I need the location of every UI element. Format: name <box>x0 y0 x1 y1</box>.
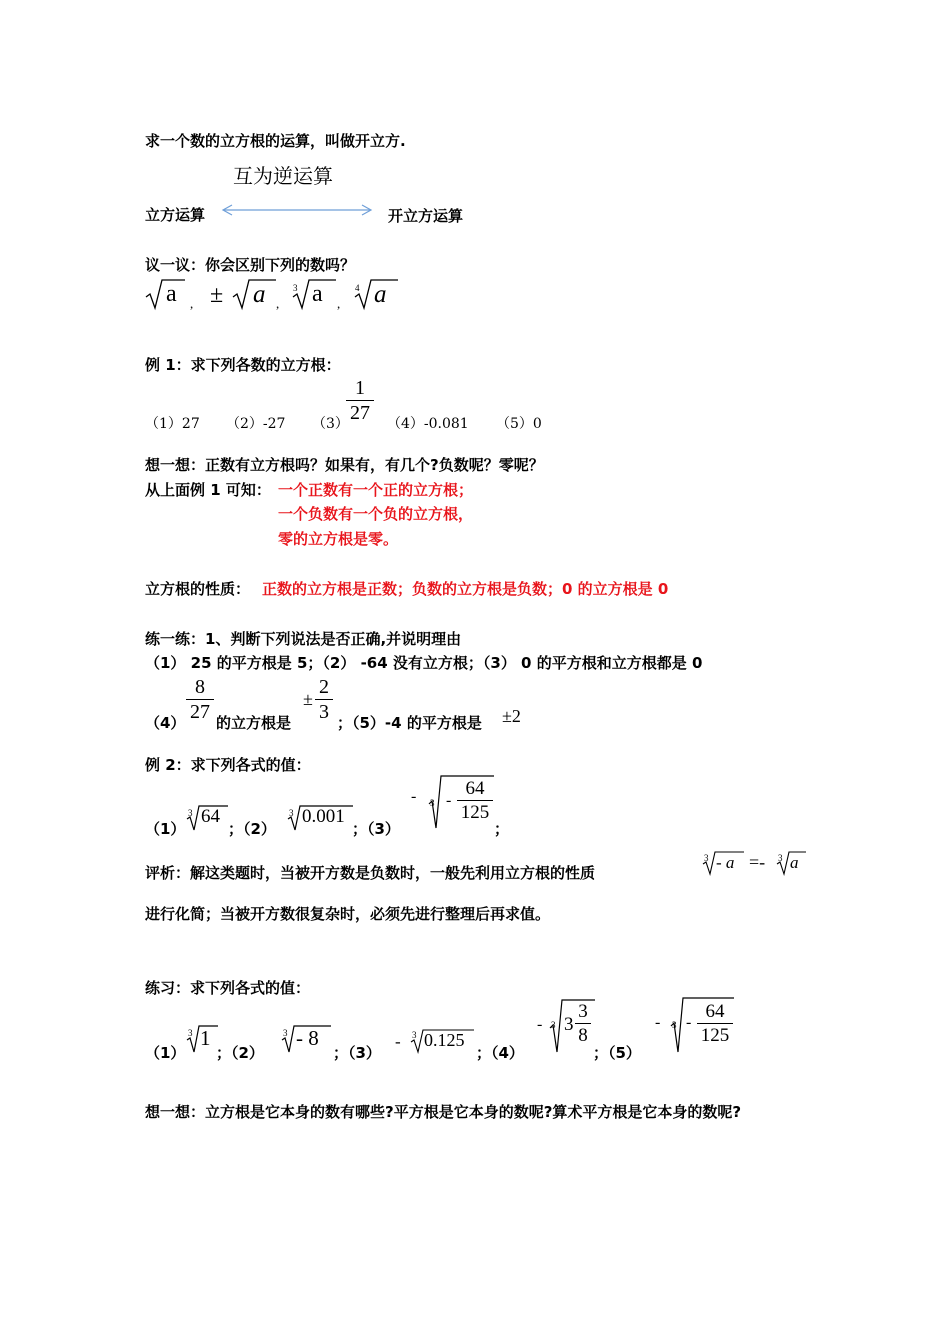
radicand-a-1: a <box>166 281 177 307</box>
ex1-fraction-num: 1 <box>355 377 365 399</box>
inverse-label: 互为逆运算 <box>233 164 333 188</box>
formula-index-left: 3 <box>704 853 709 863</box>
comma-1: , <box>190 296 194 311</box>
fact-positive: 一个正数有一个正的立方根； <box>278 481 474 499</box>
practice1-p5: ；（5）-4 的平方根是 <box>337 714 482 732</box>
fraction-den: 125 <box>700 1025 730 1046</box>
ex2-p2: ；（2） <box>228 820 276 838</box>
think1-text: 想一想：正数有立方根吗？如果有，有几个?负数呢？零呢？ <box>145 456 544 474</box>
ex3-whole: 3 <box>564 1014 574 1035</box>
property-label: 立方根的性质： <box>145 580 251 598</box>
fact-zero: 零的立方根是零。 <box>278 530 399 548</box>
radicand-a-3: a <box>312 281 323 307</box>
ex2-fraction <box>457 779 493 822</box>
ex1-p3: （3） <box>312 416 349 432</box>
ex2-index-3: 3 <box>430 798 435 808</box>
ex3-mixed-fraction <box>575 1002 591 1045</box>
practice1-pm: ± <box>303 689 313 709</box>
discuss-title: 议一议：你会区别下列的数吗？ <box>145 256 356 274</box>
fraction-num: 64 <box>705 1001 725 1022</box>
ex1-title: 例 1：求下列各数的立方根： <box>145 356 341 374</box>
radicand-a-2: a <box>253 281 266 308</box>
comma-3: , <box>337 296 341 311</box>
cube-root-op-label: 开立方运算 <box>388 207 464 225</box>
ex3-neg-3: - <box>395 1032 401 1051</box>
ex1-p4: （4）-0.081 <box>387 416 469 432</box>
formula-index-right: 3 <box>778 853 783 863</box>
fraction-den: 27 <box>190 701 210 723</box>
ex3-index-2: 3 <box>283 1028 288 1038</box>
index-3: 3 <box>293 283 298 293</box>
ex2-index-1: 3 <box>188 808 193 818</box>
plus-minus: ± <box>210 282 224 308</box>
ex3-neg-5: - <box>655 1014 661 1031</box>
practice1-p4: （4） <box>145 714 186 732</box>
comma-2: , <box>276 296 280 311</box>
practice1-pm2: ±2 <box>502 706 521 726</box>
ex3-title: 练习：求下列各式的值： <box>145 979 311 997</box>
ex3-p2: ；（2） <box>216 1044 264 1062</box>
double-arrow-icon <box>220 202 375 218</box>
ex1-p1: （1）27 <box>145 416 200 432</box>
ex1-fraction-den: 27 <box>350 402 370 424</box>
ex2-radicand-2: 0.001 <box>302 806 345 827</box>
ex3-inner-neg-5: - <box>686 1014 692 1031</box>
analysis-line2: 进行化简；当被开方数很复杂时，必须先进行整理后再求值。 <box>145 905 551 923</box>
index-4: 4 <box>355 283 360 293</box>
cube-op-label: 立方运算 <box>145 206 206 224</box>
formula-right: a <box>790 853 799 872</box>
fact-negative: 一个负数有一个负的立方根， <box>278 505 474 523</box>
fraction-num: 8 <box>195 676 205 698</box>
radicand-a-4: a <box>374 281 387 308</box>
ex3-radicand-1: 1 <box>200 1026 211 1050</box>
practice1-title: 练一练：1、判断下列说法是否正确,并说明理由 <box>145 630 462 648</box>
fraction-num: 2 <box>319 676 329 698</box>
fraction-den: 8 <box>578 1025 588 1046</box>
practice1-p4-text: 的立方根是 <box>216 714 292 732</box>
sqrt-sign-1 <box>145 278 185 312</box>
ex3-radicand-3: 0.125 <box>424 1030 465 1050</box>
intro-text: 求一个数的立方根的运算，叫做开立方. <box>145 132 406 150</box>
fraction-den: 125 <box>460 802 490 823</box>
ex1-fraction <box>346 378 374 423</box>
analysis-line1: 评析：解这类题时，当被开方数是负数时，一般先利用立方根的性质 <box>145 864 596 882</box>
fraction-num: 3 <box>578 1001 588 1022</box>
ex3-p4: ；（4） <box>476 1044 524 1062</box>
ex3-index-3: 3 <box>412 1030 417 1040</box>
ex3-p1: （1） <box>145 1044 186 1062</box>
ex3-index-4: 3 <box>551 1020 556 1030</box>
property-text: 正数的立方根是正数；负数的立方根是负数；0 的立方根是 0 <box>262 580 669 598</box>
ex3-p5: ；（5） <box>593 1044 641 1062</box>
ex3-fraction-5 <box>697 1002 733 1045</box>
ex2-radicand-1: 64 <box>201 806 220 827</box>
practice1-fraction-2-3 <box>315 677 333 722</box>
ex3-neg-4: - <box>537 1016 543 1033</box>
ex2-title: 例 2：求下列各式的值： <box>145 756 311 774</box>
ex3-index-5: 3 <box>672 1020 677 1030</box>
ex3-radicand-2: - 8 <box>296 1026 319 1050</box>
formula-left: - a <box>716 853 735 872</box>
practice1-fraction-8-27 <box>186 677 214 722</box>
ex2-end: ； <box>494 820 510 838</box>
ex1-p2: （2）-27 <box>226 416 286 432</box>
ex3-p3: ；（3） <box>333 1044 381 1062</box>
ex2-p3: ；（3） <box>352 820 400 838</box>
ex2-inner-neg: - <box>446 792 452 809</box>
ex2-index-2: 3 <box>289 808 294 818</box>
think2-text: 想一想：立方根是它本身的数有哪些?平方根是它本身的数呢?算术平方根是它本身的数呢? <box>145 1103 742 1121</box>
ex1-p5: （5）0 <box>496 416 542 432</box>
practice1-line1: （1） 25 的平方根是 5；（2） -64 没有立方根；（3） 0 的平方根和立方根都是 0 <box>145 654 703 672</box>
ex2-neg-sign: - <box>411 788 417 805</box>
from-ex1-label: 从上面例 1 可知： <box>145 481 271 499</box>
ex2-p1: （1） <box>145 820 186 838</box>
formula-eq: =- <box>749 852 766 872</box>
fraction-num: 64 <box>465 778 485 799</box>
ex3-index-1: 3 <box>188 1028 193 1038</box>
fraction-den: 3 <box>319 701 329 723</box>
